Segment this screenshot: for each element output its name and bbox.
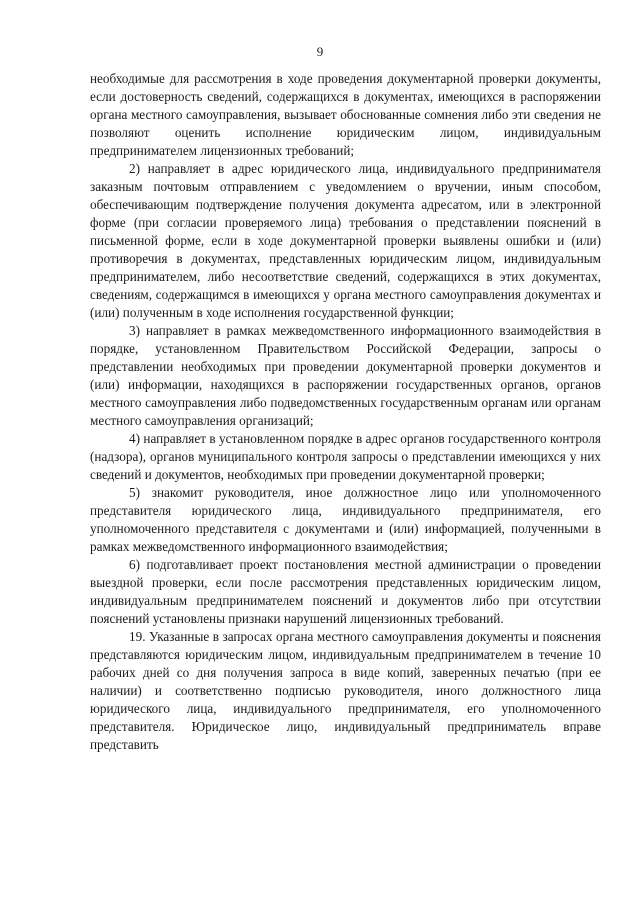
page-body	[90, 70, 601, 754]
page-number: 9	[316, 44, 324, 59]
paragraph-item-4: 4) направляет в установленном порядке в адрес органов государственного контроля (надзора), органов муниципального контроля запросы о представлении имеющихся у них сведений и документов, необходимых при проведении документарной проверки;	[90, 431, 601, 482]
paragraph-item-2: 2) направляет в адрес юридического лица, индивидуального предпринимателя заказным почтовым отправлением с уведомлением о вручении, иным способом, обеспечивающим подтверждение получения документа адресатом, или в электронной форме (при согласии проверяемого лица) требования о представлении пояснений в письменной форме, если в ходе документарной проверки выявлены ошибки и (или) противоречия в документах, представленных юридическим лицом, индивидуальным предпринимателем, либо несоответствие сведений, содержащихся в этих документах, сведениям, содержащимся в имеющихся у органа местного самоуправления документах и (или) полученным в ходе исполнения государственной функции;	[90, 161, 601, 320]
paragraph-item-6: 6) подготавливает проект постановления местной администрации о проведении выездной проверки, если после рассмотрения представленных юридическим лицом, индивидуальным предпринимателем пояснений и документов либо при отсутствии пояснений установлены признаки нарушений лицензионных требований.	[90, 557, 601, 626]
paragraph-section-19: 19. Указанные в запросах органа местного самоуправления документы и пояснения представляются юридическим лицом, индивидуальным предпринимателем в течение 10 рабочих дней со дня получения запроса в виде копий, заверенных печатью (при ее наличии) и соответственно подписью руководителя, иного должностного лица юридического лица, индивидуального предпринимателя, его уполномоченного представителя. Юридическое лицо, индивидуальный предприниматель вправе представить	[90, 629, 601, 752]
paragraph-item-3: 3) направляет в рамках межведомственного информационного взаимодействия в порядке, установленном Правительством Российской Федерации, запросы о представлении необходимых при проведении документарной проверки документов и (или) информации, находящихся в распоряжении государственных органов, органов местного самоуправления либо подведомственных государственным органам или органам местного самоуправления организаций;	[90, 323, 601, 428]
paragraph-item-5: 5) знакомит руководителя, иное должностное лицо или уполномоченного представителя юридического лица, индивидуального предпринимателя, его уполномоченного представителя с документами и (или) информацией, полученными в рамках межведомственного информационного взаимодействия;	[90, 485, 601, 554]
paragraph-continuation: необходимые для рассмотрения в ходе проведения документарной проверки документы, если достоверность сведений, содержащихся в документах, имеющихся в распоряжении органа местного самоуправления, вызывает обоснованные сомнения либо эти сведения не позволяют оценить исполнение юридическим лицом, индивидуальным предпринимателем лицензионных требований;	[90, 71, 601, 158]
